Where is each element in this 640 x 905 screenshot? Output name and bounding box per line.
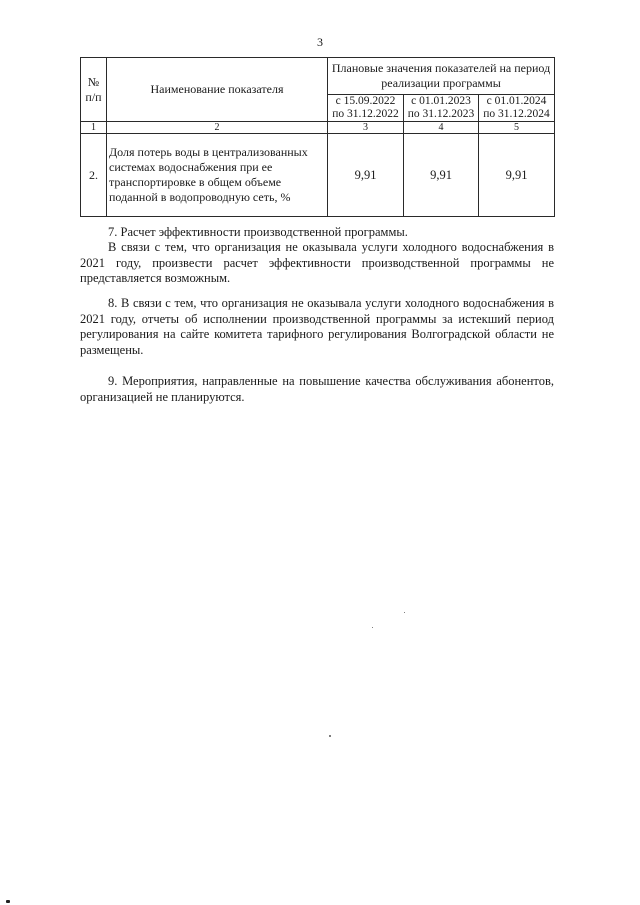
column-number: 1 bbox=[81, 122, 107, 134]
section-9-text: 9. Мероприятия, направленные на повышение качества обслуживания абонентов, организацией не планируются. bbox=[80, 374, 554, 404]
section-7-body bbox=[80, 240, 554, 287]
indicator-value-2024: 9,91 bbox=[479, 134, 555, 217]
section-8 bbox=[80, 296, 554, 358]
table-row bbox=[81, 134, 555, 217]
column-number: 4 bbox=[404, 122, 479, 134]
planned-values-header: Плановые значения показателей на период реализации программы bbox=[328, 58, 555, 95]
column-number-row bbox=[81, 122, 555, 134]
period-header-3: с 01.01.2024 по 31.12.2024 bbox=[479, 95, 555, 122]
section-7-body-text: В связи с тем, что организация не оказывала услуги холодного водоснабжения в 2021 году, произвести расчет эффективности производственной программы не представляется возможным. bbox=[80, 240, 554, 285]
indicators-table bbox=[80, 57, 555, 217]
period-header-1: с 15.09.2022 по 31.12.2022 bbox=[328, 95, 404, 122]
col-name-header: Наименование показателя bbox=[107, 58, 328, 122]
section-9 bbox=[80, 374, 554, 405]
period-header-2: с 01.01.2023 по 31.12.2023 bbox=[404, 95, 479, 122]
page-number: 3 bbox=[317, 35, 323, 49]
indicator-value-2023: 9,91 bbox=[404, 134, 479, 217]
column-number: 3 bbox=[328, 122, 404, 134]
section-7-title-text: 7. Расчет эффективности производственной программы. bbox=[108, 225, 408, 239]
indicator-value-2022: 9,91 bbox=[328, 134, 404, 217]
row-number: 2. bbox=[81, 134, 107, 217]
section-7-title bbox=[80, 225, 554, 241]
column-number: 2 bbox=[107, 122, 328, 134]
col-no-header: № п/п bbox=[81, 58, 107, 122]
indicator-name: Доля потерь воды в централизованных системах водоснабжения при ее транспортировке в общем объеме поданной в водопроводную сеть, % bbox=[107, 134, 328, 217]
scan-speck bbox=[404, 612, 405, 613]
scan-speck bbox=[372, 627, 373, 628]
section-8-text: 8. В связи с тем, что организация не оказывала услуги холодного водоснабжения в 2021 году, отчеты об исполнении производственной программы за истекший период регулирования на сайте комитета тарифного регулирования Волгоградской области не размещены. bbox=[80, 296, 554, 357]
scan-speck bbox=[329, 735, 331, 737]
column-number: 5 bbox=[479, 122, 555, 134]
table-header-row bbox=[81, 58, 555, 95]
scan-speck bbox=[6, 900, 10, 903]
